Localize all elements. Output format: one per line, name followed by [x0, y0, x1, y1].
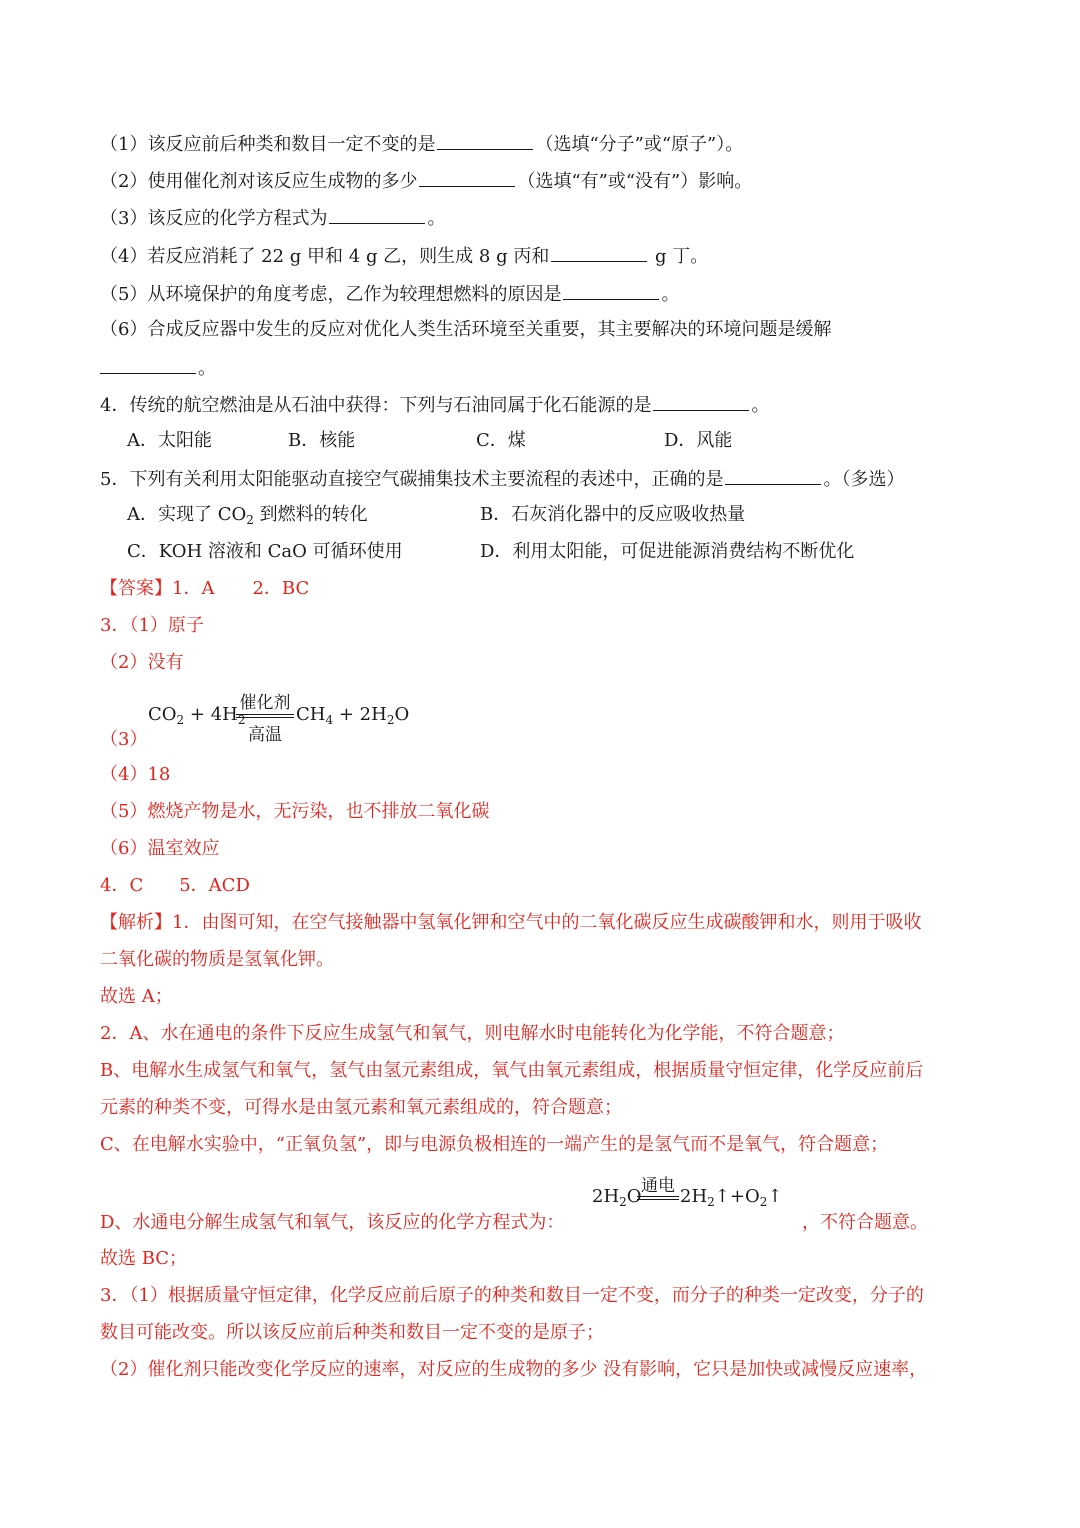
analysis-line-3: 故选 A； [100, 986, 173, 1007]
answer-blank [725, 466, 821, 485]
q3-part5-end: 。 [661, 284, 680, 305]
q3-part4-end: g 丁。 [649, 246, 709, 267]
q3-part3-end: 。 [427, 208, 446, 229]
q5-stem [100, 466, 904, 492]
analysis-text: 1．由图可知，在空气接触器中氢氧化钾和空气中的二氧化碳反应生成碳酸钾和水，则用于吸收 [172, 912, 922, 933]
analysis-line-4: 2．A、水在通电的条件下反应生成氢气和氧气，则电解水时电能转化为化学能，不符合题意； [100, 1023, 845, 1044]
temperature-condition: 高温 [248, 725, 282, 745]
subscript: 2 [759, 1195, 768, 1209]
subscript: 4 [325, 713, 334, 727]
q3-part6-text: （6）合成反应器中发生的反应对优化人类生活环境至关重要，其主要解决的环境问题是缓解 [100, 319, 832, 340]
answer-3-4: （4）18 [100, 764, 171, 785]
analysis-line-7: C、在电解水实验中，“正氧负氢”，即与电源负极相连的一端产生的是氢气而不是氧气，符合题意； [100, 1134, 889, 1155]
q3-part1-text: （1）该反应前后种类和数目一定不变的是 [100, 134, 436, 155]
q3-part5-text: （5）从环境保护的角度考虑，乙作为较理想燃料的原因是 [100, 284, 562, 305]
q3-part5 [100, 281, 679, 307]
q5-option-a-text: A．实现了 CO [127, 504, 247, 525]
q5-stem-end: 。（多选） [823, 469, 905, 490]
subscript: 2 [246, 513, 254, 527]
q4-stem [100, 392, 769, 418]
q4-option-a: A．太阳能 [127, 430, 212, 451]
q4-option-d: D．风能 [664, 430, 733, 451]
analysis-line-6: 元素的种类不变，可得水是由氢元素和氧元素组成的，符合题意； [100, 1097, 622, 1118]
analysis-line-10: 3．（1）根据质量守恒定律，化学反应前后原子的种类和数目一定不变，而分子的种类一定改变，分子的 [100, 1285, 924, 1306]
answer-3-6: （6）温室效应 [100, 838, 220, 859]
analysis-line-11: 数目可能改变。所以该反应前后种类和数目一定不变的是原子； [100, 1322, 604, 1343]
q3-part4 [100, 243, 708, 269]
equation-left [592, 1186, 642, 1207]
electrolysis-condition: 通电 [641, 1176, 675, 1196]
q3-part6-end: 。 [198, 358, 216, 379]
analysis-line-2: 二氧化碳的物质是氢氧化钾。 [100, 949, 334, 970]
equals-sign [236, 714, 294, 718]
q3-part1-hint: （选填“分子”或“原子”）。 [535, 134, 744, 155]
q5-option-a-text-end: 到燃料的转化 [253, 504, 368, 525]
analysis-line-9: 故选 BC； [100, 1248, 188, 1269]
subscript: 2 [237, 713, 246, 727]
equation-right [680, 1186, 782, 1207]
answer-3-5: （5）燃烧产物是水，无污染，也不排放二氧化碳 [100, 801, 490, 822]
answer-2: 2．BC [252, 578, 310, 599]
answer-4-5: 4．C 5．ACD [100, 875, 250, 896]
answer-blank [437, 131, 533, 150]
answer-blank [551, 243, 647, 262]
catalyst-condition: 催化剂 [239, 693, 291, 713]
q3-part2-text: （2）使用催化剂对该反应生成物的多少 [100, 171, 418, 192]
subscript: 2 [619, 1195, 627, 1209]
q4-option-b: B．核能 [288, 430, 356, 451]
answer-3-3-label: （3） [100, 729, 148, 750]
formula-co: CO [148, 704, 177, 725]
answer-1: 1．A [172, 578, 215, 599]
subscript: 2 [176, 713, 185, 727]
q4-stem-end: 。 [751, 395, 770, 416]
analysis-text: D、水通电分解生成氢气和氧气，该反应的化学方程式为： [100, 1212, 565, 1233]
q4-stem-text: 4．传统的航空燃油是从石油中获得：下列与石油同属于化石能源的是 [100, 395, 652, 416]
subscript: 2 [386, 713, 395, 727]
q5-option-c: C．KOH 溶液和 CaO 可循环使用 [127, 541, 403, 562]
analysis-line-8-end: ，不符合题意。 [802, 1212, 928, 1233]
analysis-line-12: （2）催化剂只能改变化学反应的速率，对反应的生成物的多少 没有影响，它只是加快或减慢反应速率， [100, 1359, 928, 1380]
answer-tag: 【答案】 [100, 578, 172, 599]
answer-blank [100, 355, 196, 374]
gas-arrow: ↑ [767, 1186, 783, 1207]
formula-ch: CH [296, 704, 326, 725]
q3-part2 [100, 168, 752, 194]
q3-part4-text: （4）若反应消耗了 22 g 甲和 4 g 乙，则生成 8 g 丙和 [100, 246, 550, 267]
q5-option-d: D．利用太阳能，可促进能源消费结构不断优化 [480, 541, 855, 562]
answer-3-1: 3．（1）原子 [100, 615, 204, 636]
formula-h: + 2H [333, 704, 387, 725]
formula-h: 2H [680, 1186, 708, 1207]
q3-part6 [100, 318, 831, 342]
analysis-tag: 【解析】 [100, 912, 172, 933]
q4-option-c: C．煤 [476, 430, 526, 451]
q5-option-b: B．石灰消化器中的反应吸收热量 [480, 504, 746, 525]
answer-3-2: （2）没有 [100, 652, 184, 673]
answer-line-1 [100, 577, 309, 601]
formula-h: 2H [592, 1186, 620, 1207]
answer-blank [563, 281, 659, 300]
q3-part3-text: （3）该反应的化学方程式为 [100, 208, 328, 229]
answer-blank [419, 168, 515, 187]
q3-part3 [100, 205, 445, 231]
q5-option-a [127, 503, 368, 527]
analysis-line-8 [100, 1211, 564, 1235]
analysis-line-1 [100, 911, 921, 935]
answer-blank [653, 392, 749, 411]
analysis-line-5: B、电解水生成氢气和氧气，氢气由氢元素组成，氧气由氧元素组成，根据质量守恒定律，化学反应前后 [100, 1060, 924, 1081]
subscript: 2 [707, 1195, 715, 1209]
formula-h: + 4H [184, 704, 238, 725]
q3-part2-hint: （选填“有”或“没有”）影响。 [517, 171, 753, 192]
equals-sign [637, 1196, 679, 1200]
q5-stem-text: 5．下列有关利用太阳能驱动直接空气碳捕集技术主要流程的表述中，正确的是 [100, 469, 724, 490]
formula-o: O [394, 704, 410, 725]
q3-part6-cont [100, 355, 216, 381]
answer-blank [329, 205, 425, 224]
formula-o: ↑+O [714, 1186, 760, 1207]
q3-part1 [100, 131, 743, 157]
formula-o: O [626, 1186, 642, 1207]
equation-right [296, 704, 409, 725]
equation-left [148, 704, 246, 725]
